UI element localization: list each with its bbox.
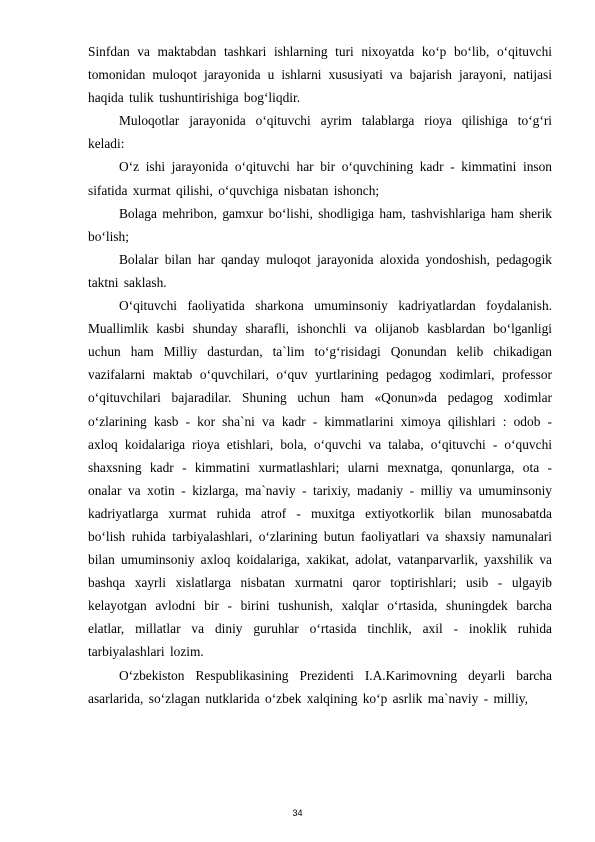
paragraph-1: Sinfdan va maktabdan tashkari ishlarning turi nixoyatda ko‘p bo‘lib, o‘qituvchi tomonidan muloqot jarayonida u ishlarni xususiyati va bajarish jarayoni, natijasi haqida tulik tushuntirishiga bog‘liqdir. bbox=[88, 44, 552, 106]
document-page bbox=[88, 40, 552, 710]
paragraph-5: Bolalar bilan har qanday muloqot jarayonida aloxida yondoshish, pedagogik taktni saklash. bbox=[88, 251, 552, 290]
paragraph-2: Muloqotlar jarayonida o‘qituvchi ayrim talablarga rioya qilishiga to‘g‘ri keladi: bbox=[88, 113, 552, 152]
paragraph-3: O‘z ishi jarayonida o‘qituvchi har bir o‘quvchining kadr - kimmatini inson sifatida xurmat qilishi, o‘quvchiga nisbatan ishonch; bbox=[88, 159, 552, 198]
paragraph-6: O‘qituvchi faoliyatida sharkona umuminsoniy kadriyatlardan foydalanish. Muallimlik kasbi shunday sharafli, ishonchli va olijanob kasblardan bo‘lganligi uchun ham Milliy dasturdan, ta`lim to‘g‘risidagi Qonundan kelib chikadigan vazifalarni maktab o‘quvchilari, o‘quv yurtlarining pedagog xodimlari, professor o‘qituvchilari bajaradilar. Shuning uchun ham «Qonun»da pedagog xodimlar o‘zlarining kasb - kor sha`ni va kadr - kimmatlarini ximoya qilishlari : odob - axloq koidalariga rioya etishlari, bola, o‘quvchi va talaba, o‘qituvchi - o‘quvchi shaxsning kadr - kimmatini xurmatlashlari; ularni mexnatga, qonunlarga, ota - onalar va xotin - kizlarga, ma`naviy - tarixiy, madaniy - milliy va umuminsoniy kadriyatlarga xurmat ruhida atrof - muxitga extiyotkorlik bilan munosabatda bo‘lish ruhida tarbiyalashlari, o‘zlarining butun faoliyatlari va shaxsiy namunalari bilan umuminsoniy axloq koidalariga, xakikat, adolat, vatanparvarlik, yaxshilik va bashqa xayrli xislatlarga nisbatan xurmatni qaror toptirishlari; usib - ulgayib kelayotgan avlodni bir - birini tushunish, xalqlar o‘rtasida, shuningdek barcha elatlar, millatlar va diniy guruhlar o‘rtasida tinchlik, axil - inoklik ruhida tarbiyalashlari lozim. bbox=[88, 298, 552, 660]
page-number: 34 bbox=[292, 808, 303, 818]
paragraph-4: Bolaga mehribon, gamxur bo‘lishi, shodligiga ham, tashvishlariga ham sherik bo‘lish; bbox=[88, 205, 552, 244]
paragraph-7: O‘zbekiston Respublikasining Prezidenti I.A.Karimovning deyarli barcha asarlarida, so‘zlagan nutklarida o‘zbek xalqining ko‘p asrlik ma`naviy - milliy, bbox=[88, 667, 552, 706]
